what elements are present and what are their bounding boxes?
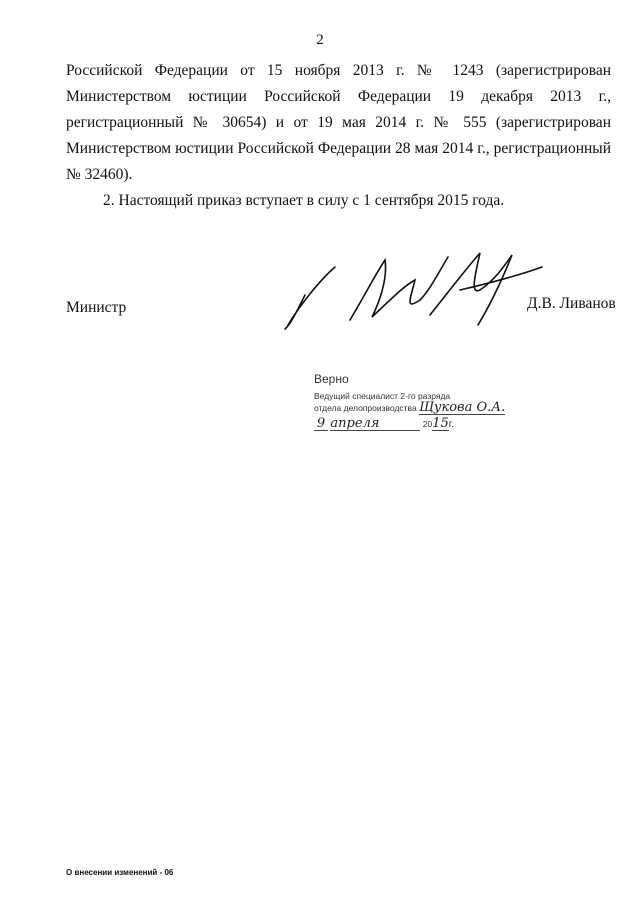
handwritten-year: 15: [432, 416, 449, 431]
signatory-name: Д.В. Ливанов: [527, 295, 616, 312]
position-line-2: отдела делопроизводства: [314, 403, 417, 413]
year-suffix: г.: [448, 419, 454, 430]
handwritten-day: 9: [314, 418, 328, 431]
page-number: 2: [316, 32, 324, 48]
handwritten-name: Щукова О.А.: [419, 400, 506, 415]
paragraph-2: 2. Настоящий приказ вступает в силу с 1 сентября 2015 года.: [103, 192, 505, 209]
body-line: регистрационный № 30654) и от 19 мая 2014 г. № 555 (зарегистрирован: [66, 114, 611, 131]
body-line: Министерством юстиции Российской Федерации 19 декабря 2013 г.,: [66, 88, 611, 105]
signatory-title: Министр: [66, 299, 127, 316]
verno-label: Верно: [314, 372, 349, 386]
footer-note: О внесении изменений - 06: [66, 868, 174, 877]
body-line: № 32460).: [66, 166, 133, 183]
body-line: Российской Федерации от 15 ноября 2013 г. № 1243 (зарегистрирован: [66, 62, 611, 79]
year-prefix: 20: [422, 419, 433, 429]
handwritten-month: апреля: [330, 418, 420, 431]
position-line-1: Ведущий специалист 2-го разряда: [314, 391, 451, 401]
signature-image: [280, 245, 550, 335]
certification-stamp: [314, 372, 505, 431]
body-line: Министерством юстиции Российской Федерации 28 мая 2014 г., регистрационный: [66, 140, 611, 157]
